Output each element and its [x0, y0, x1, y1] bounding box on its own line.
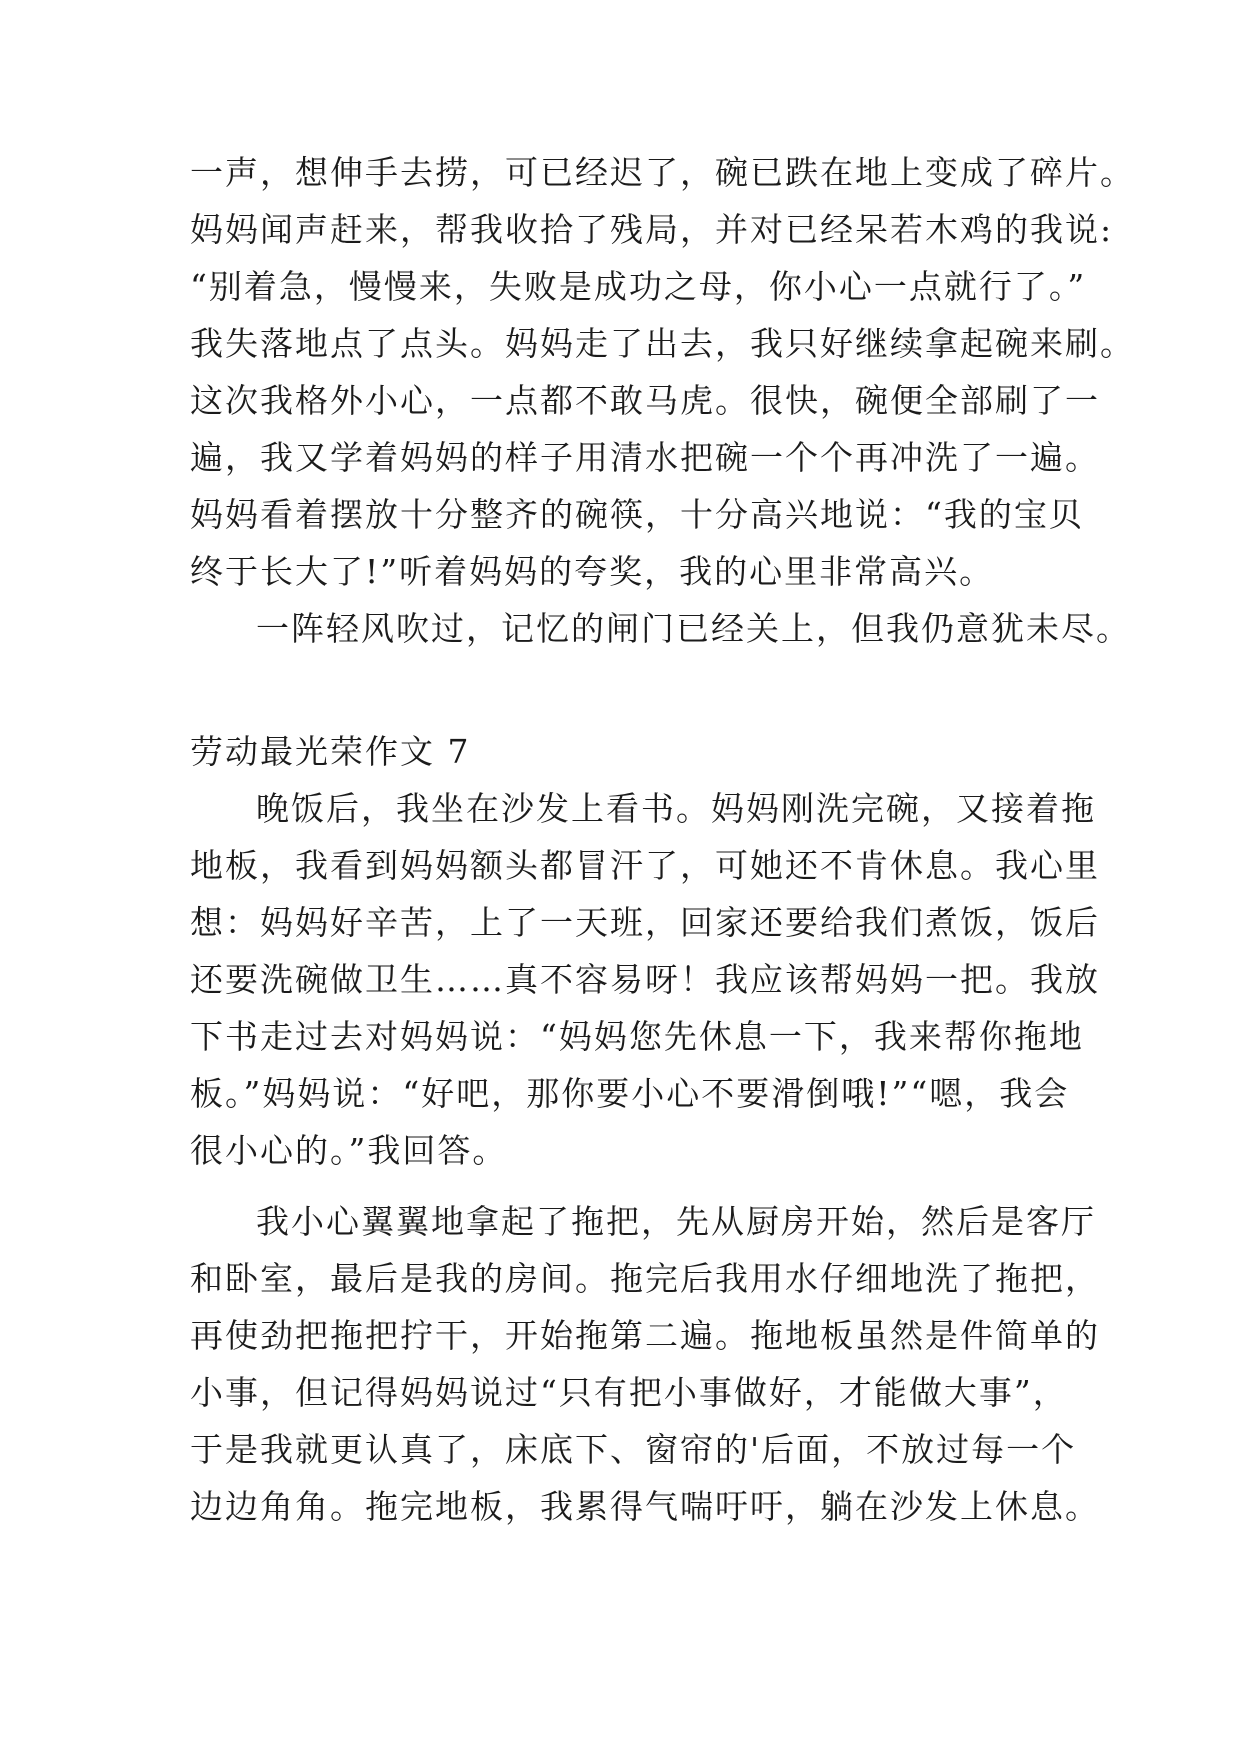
text-line: 于是我就更认真了，床底下、窗帘的'后面，不放过每一个: [190, 1430, 1077, 1469]
text-line: 这次我格外小心，一点都不敢马虎。很快，碗便全部刷了一: [190, 381, 1100, 420]
text-line: 边边角角。拖完地板，我累得气喘吁吁，躺在沙发上休息。: [190, 1487, 1100, 1526]
text-line: 再使劲把拖把拧干，开始拖第二遍。拖地板虽然是件简单的: [190, 1316, 1100, 1355]
text-line: 还要洗碗做卫生……真不容易呀！我应该帮妈妈一把。我放: [190, 960, 1100, 999]
text-line: 地板，我看到妈妈额头都冒汗了，可她还不肯休息。我心里: [190, 846, 1100, 885]
text-line: 终于长大了!”听着妈妈的夸奖，我的心里非常高兴。: [190, 552, 995, 591]
text-line: 一声，想伸手去捞，可已经迟了，碗已跌在地上变成了碎片。: [190, 153, 1135, 192]
text-line: 我失落地点了点头。妈妈走了出去，我只好继续拿起碗来刷。: [190, 324, 1135, 363]
text-line: 我小心翼翼地拿起了拖把，先从厨房开始，然后是客厅: [256, 1202, 1096, 1241]
text-line: 妈妈看着摆放十分整齐的碗筷，十分高兴地说：“我的宝贝: [190, 495, 1084, 534]
section-heading: 劳动最光荣作文 7: [190, 732, 471, 771]
text-line: 一阵轻风吹过，记忆的闸门已经关上，但我仍意犹未尽。: [256, 609, 1131, 648]
text-line: 下书走过去对妈妈说：“妈妈您先休息一下，我来帮你拖地: [190, 1017, 1084, 1056]
text-line: 很小心的。”我回答。: [190, 1131, 508, 1170]
text-line: 晚饭后，我坐在沙发上看书。妈妈刚洗完碗，又接着拖: [256, 789, 1096, 828]
text-line: “别着急，慢慢来，失败是成功之母，你小心一点就行了。”: [190, 267, 1087, 306]
text-line: 遍，我又学着妈妈的样子用清水把碗一个个再冲洗了一遍。: [190, 438, 1100, 477]
text-line: 和卧室，最后是我的房间。拖完后我用水仔细地洗了拖把，: [190, 1259, 1100, 1298]
text-line: 想：妈妈好辛苦，上了一天班，回家还要给我们煮饭，饭后: [190, 903, 1100, 942]
text-line: 小事，但记得妈妈说过“只有把小事做好，才能做大事”，: [190, 1373, 1068, 1412]
text-line: 妈妈闻声赶来，帮我收拾了残局，并对已经呆若木鸡的我说:: [190, 210, 1114, 249]
text-line: 板。”妈妈说：“好吧，那你要小心不要滑倒哦!”“嗯，我会: [190, 1074, 1070, 1113]
